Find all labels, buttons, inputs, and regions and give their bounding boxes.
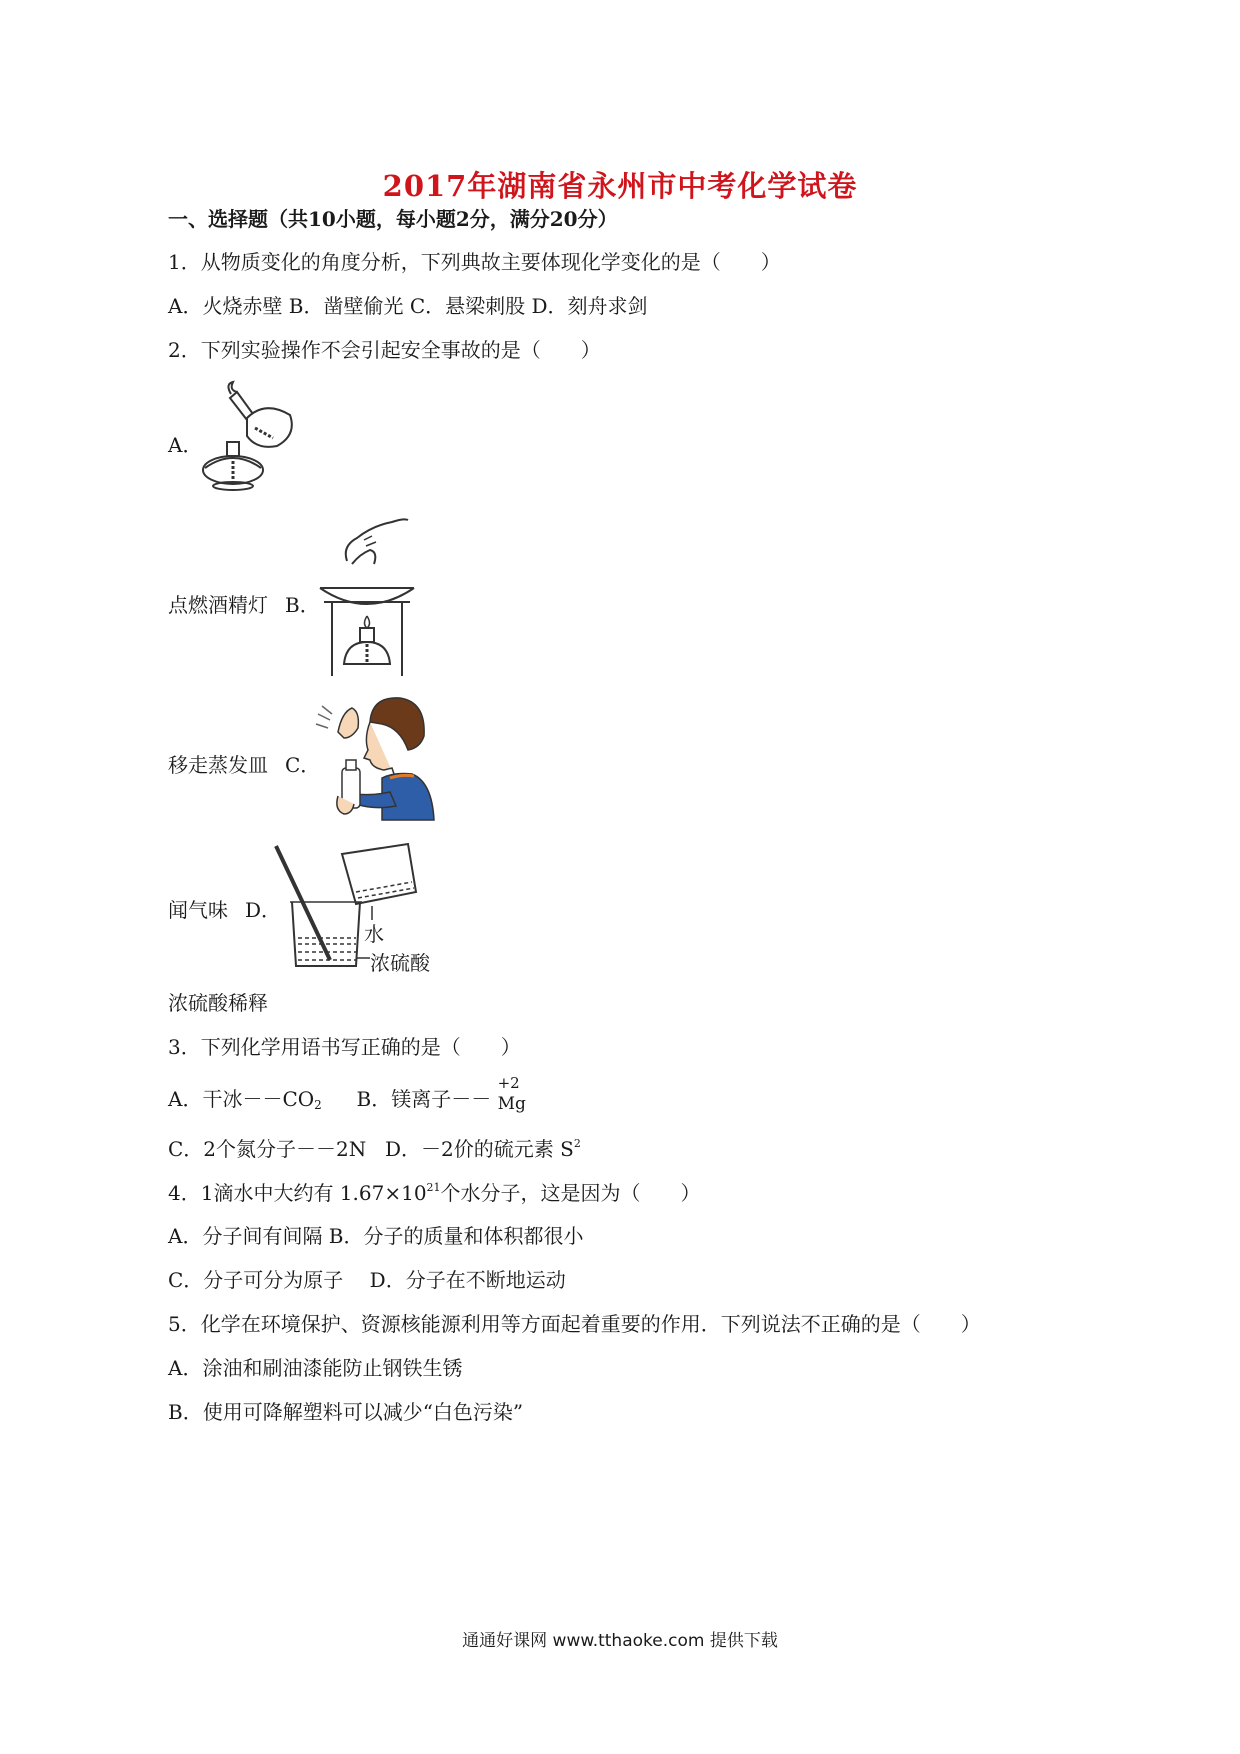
question-5-stem: 5．化学在环境保护、资源核能源利用等方面起着重要的作用．下列说法不正确的是（ ） — [168, 1312, 981, 1336]
alcohol-lamp-lighting-figure — [195, 380, 305, 495]
question-2-option-c-label: C． — [285, 753, 321, 777]
option-b-text: B．镁离子－－ — [356, 1087, 492, 1111]
question-5-option-b: B．使用可降解塑料可以减少“白色污染” — [168, 1400, 524, 1424]
acid-dilution-figure — [272, 842, 442, 975]
question-4-options-line1: A．分子间有间隔 B．分子的质量和体积都很小 — [168, 1224, 584, 1248]
figure-label-water: 水 — [364, 922, 384, 946]
question-1-stem: 1．从物质变化的角度分析，下列典故主要体现化学变化的是（ ） — [168, 250, 781, 274]
section-heading: 一、选择题（共10小题，每小题2分，满分20分） — [168, 207, 618, 231]
option-a-text: A．干冰－－CO — [168, 1087, 315, 1111]
question-3-options-cd — [168, 1133, 581, 1162]
question-5-option-a: A．涂油和刷油漆能防止钢铁生锈 — [168, 1356, 463, 1380]
option-d-superscript: 2 — [573, 1137, 581, 1150]
question-4-stem-post: 个水分子，这是因为（ ） — [440, 1181, 701, 1205]
question-4-stem — [168, 1177, 701, 1206]
magnesium-ion-notation — [497, 1074, 526, 1116]
page-title: 2017年湖南省永州市中考化学试卷 — [382, 169, 858, 203]
question-1-options: A．火烧赤壁 B．凿壁偷光 C．悬梁刺股 D．刻舟求剑 — [168, 294, 648, 318]
option-b-charge: +2 — [497, 1074, 520, 1092]
smelling-gas-figure — [312, 692, 437, 822]
question-3-options-ab — [168, 1074, 526, 1116]
question-4-options-line2: C．分子可分为原子 D．分子在不断地运动 — [168, 1268, 566, 1292]
question-2-option-d-label: D． — [245, 898, 282, 922]
question-2-option-b-caption: 移走蒸发皿 — [168, 753, 268, 777]
question-2-stem: 2．下列实验操作不会引起安全事故的是（ ） — [168, 338, 601, 362]
evaporating-dish-figure — [312, 516, 422, 681]
option-a-subscript: 2 — [314, 1098, 322, 1112]
question-2-option-a-label: A． — [168, 433, 203, 457]
option-b-symbol: Mg — [497, 1094, 526, 1114]
question-4-exponent: 21 — [426, 1181, 441, 1194]
page-footer: 通通好课网 www.tthaoke.com 提供下载 — [462, 1631, 778, 1651]
question-2-option-b-label: B． — [285, 593, 320, 617]
figure-label-acid: 浓硫酸 — [370, 951, 430, 975]
question-2-option-c-caption: 闻气味 — [168, 898, 228, 922]
question-2-option-a-caption: 点燃酒精灯 — [168, 593, 268, 617]
option-d-text: D．－2价的硫元素 S — [384, 1137, 574, 1161]
option-c-text: C．2个氮分子－－2N — [168, 1137, 367, 1161]
question-2-option-d-caption: 浓硫酸稀释 — [168, 991, 268, 1015]
question-3-stem: 3．下列化学用语书写正确的是（ ） — [168, 1035, 521, 1059]
question-4-stem-pre: 4．1滴水中大约有 1.67×10 — [168, 1181, 427, 1205]
